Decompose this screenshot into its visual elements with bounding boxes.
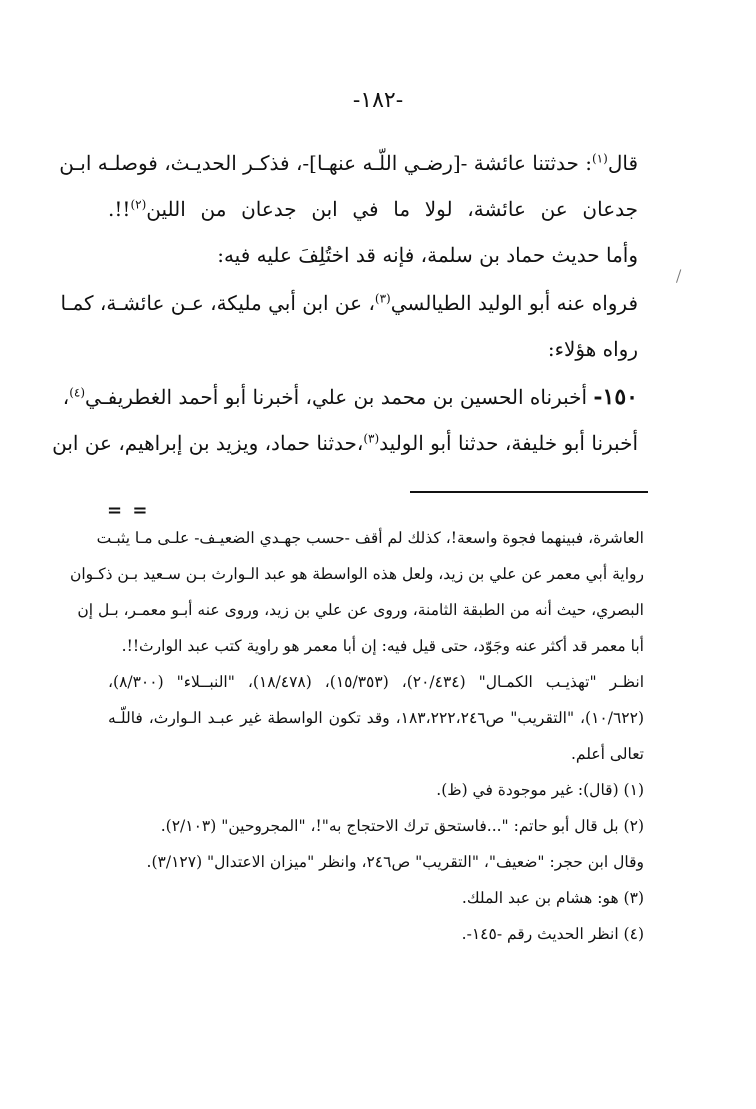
main-line-3: وأما حديث حماد بن سلمة، فإنه قد اختُلِفَ عليه فيه: [217, 243, 638, 267]
main-line-5: رواه هؤلاء: [547, 337, 638, 361]
footnote-line: العاشرة، فبينهما فجوة واسعة!، كذلك لم أقف -حسب جهـدي الضعيـف- علـى مـا يثبـت [96, 529, 644, 547]
footnote-separator [410, 491, 648, 493]
footnote-line: البصري، حيث أنه من الطبقة الثامنة، وروى عن علي بن زيد، وروى عنه أبـو معمـر، بـل إن [77, 601, 644, 619]
main-line-6: ١٥٠- أخبرناه الحسين بن محمد بن علي، أخبرنا أبو أحمد الغطريفـي$^{(٤)}$، [62, 384, 638, 410]
footnote-3: (٣) هو: هشام بن عبد الملك. [461, 889, 644, 907]
margin-mark [676, 269, 687, 284]
main-line-1: قال$^{(١)}$: حدثتنا عائشة -[رضـي اللّـه عنهـا]-، فذكـر الحديـث، فوصلـه ابـن [59, 151, 638, 175]
main-line-7: أخبرنا أبو خليفة، حدثنا أبو الوليد$^{(٣)}$،حدثنا حماد، ويزيد بن إبراهيم، عن ابن [52, 431, 638, 455]
continuation-mark: = = [107, 500, 150, 521]
footnote-line: (١٠/٦٢٢)، "التقريب" ص١٨٣،٢٢٢،٢٤٦، وقد تكون الواسطة غير عبـد الـوارث، فاللّـه [108, 709, 644, 727]
footnote-4: (٤) انظر الحديث رقم -١٤٥-. [461, 925, 644, 943]
main-line-2: جدعان عن عائشة، لولا ما في ابن جدعان من اللين$^{(٢)}$!!. [108, 197, 638, 221]
footnote-line: تعالى أعلم. [570, 745, 644, 763]
footnote-2: (٢) بل قال أبو حاتم: "...فاستحق ترك الاحتجاج به"!، "المجروحين" (٢/١٠٣). [160, 817, 644, 835]
footnote-line: انظـر "تهذيـب الكمـال" (٢٠/٤٣٤)، (١٥/٣٥٣)، (١٨/٤٧٨)، "النبــلاء" (٨/٣٠٠)، [108, 673, 645, 691]
main-line-4: فرواه عنه أبو الوليد الطيالسي$^{(٣)}$، عن ابن أبي مليكة، عـن عائشـة، كمـا [60, 291, 638, 315]
footnote-line: رواية أبي معمر عن علي بن زيد، ولعل هذه الواسطة هو عبد الـوارث بـن سـعيد بـن ذكـوان [69, 565, 644, 583]
page-number: -١٨٢- [352, 88, 404, 113]
footnote-1: (١) (قال): غير موجودة في (ظ). [436, 781, 644, 799]
footnote-line: أبا معمر قد أكثر عنه وجَوّد، حتى قيل فيه: إن أبا معمر هو راوية كتب عبد الوارث!!. [121, 637, 644, 655]
footnote-2-continued: وقال ابن حجر: "ضعيف"، "التقريب" ص٢٤٦، وانظر "ميزان الاعتدال" (٣/١٢٧). [146, 853, 644, 871]
hadith-number: ١٥٠- [593, 384, 638, 410]
